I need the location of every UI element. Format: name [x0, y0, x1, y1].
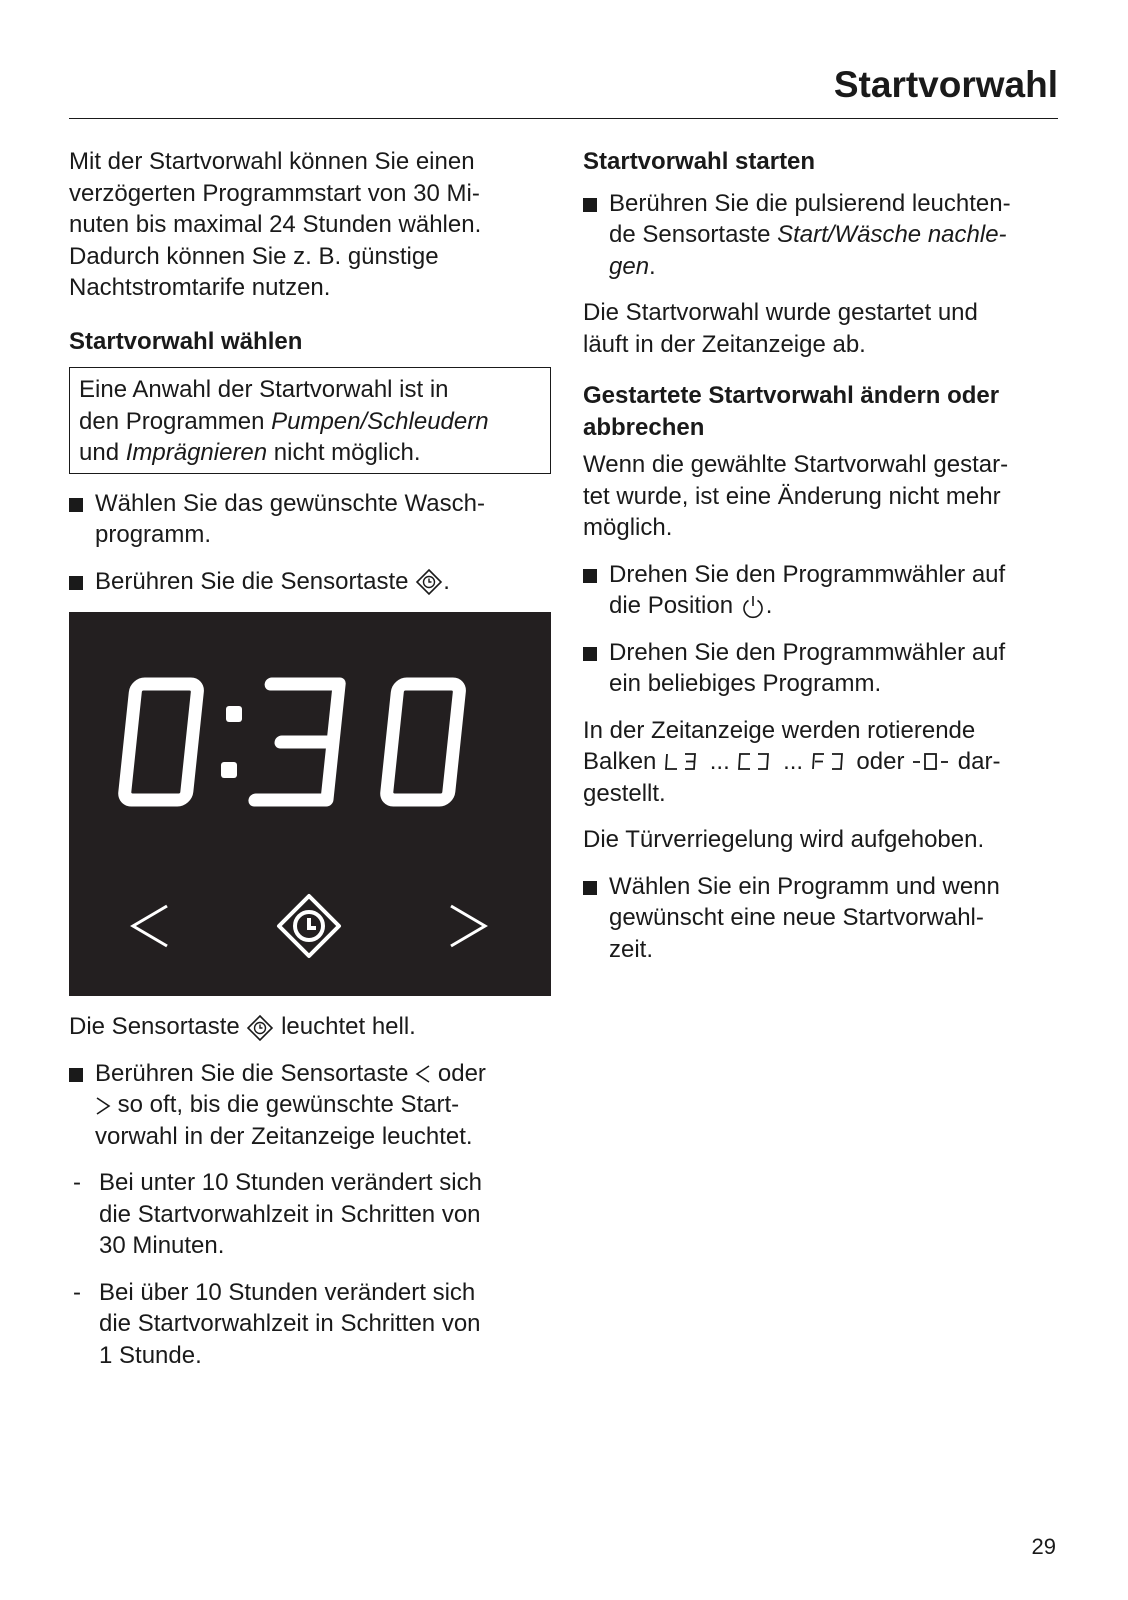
started-paragraph: Die Startvorwahl wurde gestartet und läuft in der Zeitanzeige ab. — [583, 299, 978, 358]
right-column — [583, 146, 1061, 965]
note-box: Eine Anwahl der Startvorwahl ist in den Programmen Pumpen/Schleudern und Imprägnieren nicht möglich. — [69, 367, 551, 474]
timer-sensor-icon — [246, 1014, 274, 1042]
step-choose-program: Wählen Sie ein Programm und wenn gewünscht eine neue Startvorwahl- zeit. — [583, 871, 1061, 966]
intro-paragraph: Mit der Startvorwahl können Sie einen verzögerten Programmstart von 30 Mi- nuten bis maximal 24 Stunden wählen. Dadurch können Sie z. B. günstige Nachtstromtarife nutzen. — [69, 148, 482, 301]
section-heading-start: Startvorwahl starten — [583, 148, 816, 175]
right-arrow-icon — [95, 1095, 111, 1117]
time-display-panel — [69, 612, 551, 996]
step-touch-timer-sensor: Berühren Sie die Sensortaste . — [69, 566, 551, 598]
title-divider — [69, 118, 1058, 119]
rotating-bars-paragraph: In der Zeitanzeige werden rotierende Balken ... ... oder dar- gestellt. — [583, 716, 1001, 807]
left-column — [69, 146, 551, 1371]
page-title: Startvorwahl — [833, 64, 1058, 105]
door-unlock-text: Die Türverriegelung wird aufgehoben. — [583, 826, 985, 853]
info-under-10-hours: - Bei unter 10 Stunden verändert sich die Startvorwahlzeit in Schritten von 30 Minuten. — [69, 1167, 551, 1262]
info-over-10-hours: - Bei über 10 Stunden verändert sich die Startvorwahlzeit in Schritten von 1 Stunde. — [69, 1277, 551, 1372]
step-turn-to-off: Drehen Sie den Programmwähler auf die Position . — [583, 559, 1061, 622]
step-touch-start: Berühren Sie die pulsierend leuchten- de Sensortaste Start/Wäsche nachle- gen. — [583, 188, 1061, 283]
page-number: 29 — [1031, 1534, 1056, 1559]
step-turn-to-program: Drehen Sie den Programmwähler auf ein beliebiges Programm. — [583, 637, 1061, 700]
rotating-bar-symbol-1 — [663, 752, 703, 772]
section-heading-select: Startvorwahl wählen — [69, 327, 303, 355]
sensor-lit-text: Die Sensortaste leuchtet hell. — [69, 1013, 416, 1040]
section-heading-change: Gestartete Startvorwahl ändern oder abbrechen — [583, 382, 1000, 441]
rotating-bar-symbol-2 — [736, 752, 776, 772]
step-select-program: Wählen Sie das gewünschte Wasch- programm. — [69, 488, 551, 551]
power-off-icon — [740, 594, 766, 620]
timer-sensor-icon — [415, 568, 443, 596]
step-adjust-time: Berühren Sie die Sensortaste oder so oft, bis die gewünschte Start- vorwahl in der Zeitanzeige leuchtet. — [69, 1058, 551, 1153]
left-arrow-icon — [415, 1063, 431, 1085]
dash-zero-dash-symbol — [911, 752, 951, 772]
rotating-bar-symbol-3 — [810, 752, 850, 772]
change-paragraph: Wenn die gewählte Startvorwahl gestar- tet wurde, ist eine Änderung nicht mehr möglich. — [583, 451, 1009, 541]
